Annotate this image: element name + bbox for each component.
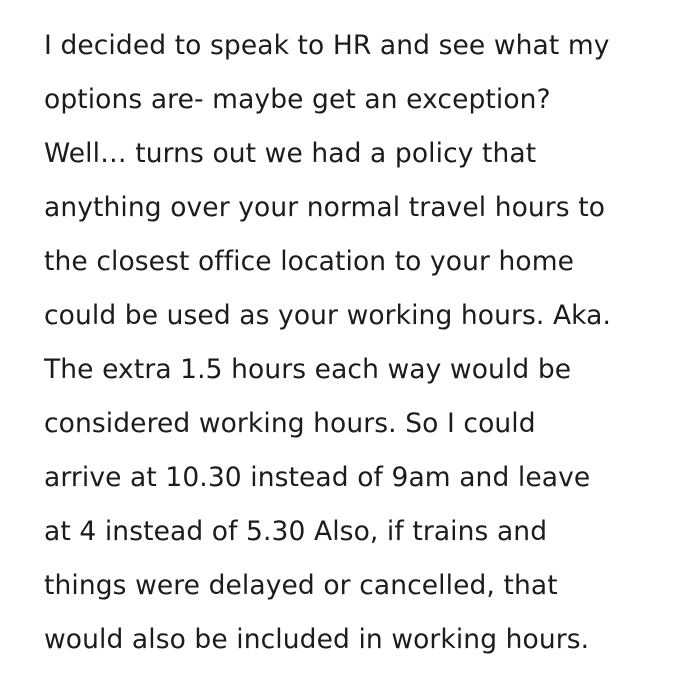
text-line-3: Well… turns out we had a policy that <box>44 138 537 169</box>
text-line-10: at 4 instead of 5.30 Also, if trains and <box>44 516 548 547</box>
text-line-6: could be used as your working hours. Aka. <box>44 300 612 331</box>
text-line-5: the closest office location to your home <box>44 246 575 277</box>
post-text <box>44 19 694 667</box>
text-line-7: The extra 1.5 hours each way would be <box>44 354 572 385</box>
text-line-1: I decided to speak to HR and see what my <box>44 30 610 61</box>
text-line-2: options are- maybe get an exception? <box>44 84 551 115</box>
text-line-11: things were delayed or cancelled, that <box>44 570 558 601</box>
text-line-12: would also be included in working hours. <box>44 624 590 655</box>
text-line-9: arrive at 10.30 instead of 9am and leave <box>44 462 591 493</box>
text-line-8: considered working hours. So I could <box>44 408 536 439</box>
text-line-4: anything over your normal travel hours to <box>44 192 606 223</box>
